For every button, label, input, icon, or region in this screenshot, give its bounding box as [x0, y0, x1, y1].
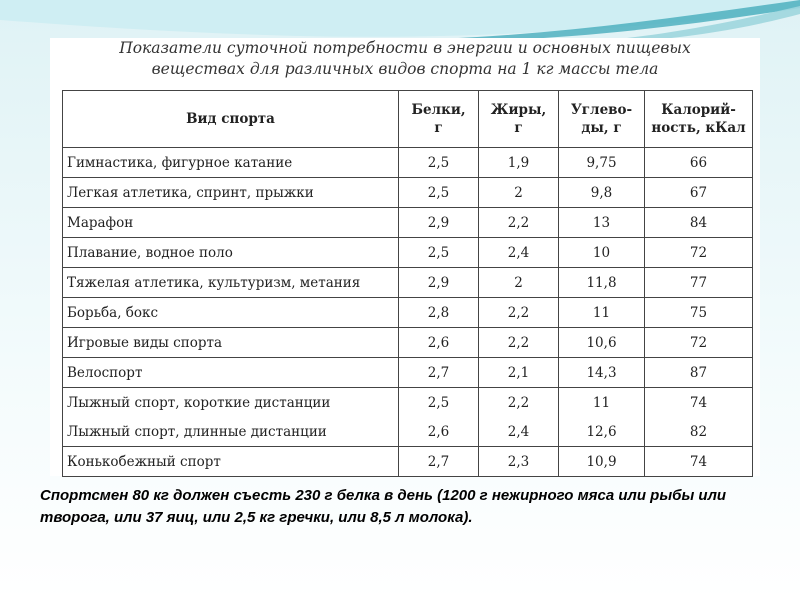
cell-protein: 2,6	[399, 328, 479, 358]
cell-calories: 66	[645, 148, 753, 178]
cell-calories: 67	[645, 178, 753, 208]
table-row	[63, 148, 753, 178]
cell-carbs: 11	[559, 388, 645, 418]
cell-fat: 2,2	[479, 298, 559, 328]
cell-calories: 77	[645, 268, 753, 298]
cell-sport: Лыжный спорт, короткие дистанции	[63, 388, 399, 418]
header-fat: Жиры, г	[479, 91, 559, 148]
cell-sport: Тяжелая атлетика, культуризм, метания	[63, 268, 399, 298]
table-row	[63, 238, 753, 268]
cell-protein: 2,8	[399, 298, 479, 328]
cell-fat: 2	[479, 268, 559, 298]
cell-calories: 75	[645, 298, 753, 328]
nutrition-table	[62, 90, 753, 477]
cell-sport: Плавание, водное поло	[63, 238, 399, 268]
cell-sport: Конькобежный спорт	[63, 447, 399, 477]
cell-fat: 2,2	[479, 388, 559, 418]
cell-sport: Гимнастика, фигурное катание	[63, 148, 399, 178]
cell-sport: Марафон	[63, 208, 399, 238]
protein-example-caption: Спортсмен 80 кг должен съесть 230 г белка в день (1200 г нежирного мяса или рыбы или творога, или 37 яиц, или 2,5 кг гречки, или 8,5 л молока).	[40, 487, 727, 526]
header-carbs: Углево- ды, г	[559, 91, 645, 148]
cell-carbs: 9,75	[559, 148, 645, 178]
cell-calories: 84	[645, 208, 753, 238]
title-line-2: веществах для различных видов спорта на 1 кг массы тела	[151, 60, 659, 78]
cell-calories: 82	[645, 417, 753, 447]
cell-carbs: 14,3	[559, 358, 645, 388]
cell-sport: Легкая атлетика, спринт, прыжки	[63, 178, 399, 208]
cell-protein: 2,9	[399, 268, 479, 298]
cell-carbs: 12,6	[559, 417, 645, 447]
header-calories: Калорий- ность, кКал	[645, 91, 753, 148]
cell-sport: Лыжный спорт, длинные дистанции	[63, 417, 399, 447]
cell-protein: 2,5	[399, 238, 479, 268]
cell-carbs: 9,8	[559, 178, 645, 208]
cell-fat: 2,1	[479, 358, 559, 388]
cell-fat: 2,2	[479, 328, 559, 358]
table-row	[63, 417, 753, 447]
table-row	[63, 447, 753, 477]
cell-fat: 2	[479, 178, 559, 208]
cell-calories: 74	[645, 447, 753, 477]
header-protein: Белки, г	[399, 91, 479, 148]
cell-sport: Велоспорт	[63, 358, 399, 388]
cell-protein: 2,5	[399, 148, 479, 178]
table-row	[63, 208, 753, 238]
table-header-row	[63, 91, 753, 148]
cell-sport: Борьба, бокс	[63, 298, 399, 328]
table-row	[63, 298, 753, 328]
cell-protein: 2,5	[399, 178, 479, 208]
document-title	[50, 38, 760, 86]
table-row	[63, 388, 753, 418]
cell-calories: 87	[645, 358, 753, 388]
cell-protein: 2,7	[399, 358, 479, 388]
cell-carbs: 11,8	[559, 268, 645, 298]
cell-fat: 2,2	[479, 208, 559, 238]
cell-fat: 2,3	[479, 447, 559, 477]
cell-protein: 2,9	[399, 208, 479, 238]
cell-calories: 72	[645, 328, 753, 358]
cell-calories: 72	[645, 238, 753, 268]
cell-carbs: 10,6	[559, 328, 645, 358]
cell-carbs: 10	[559, 238, 645, 268]
table-row	[63, 178, 753, 208]
cell-protein: 2,6	[399, 417, 479, 447]
table-row	[63, 268, 753, 298]
cell-carbs: 11	[559, 298, 645, 328]
cell-protein: 2,5	[399, 388, 479, 418]
cell-calories: 74	[645, 388, 753, 418]
cell-carbs: 13	[559, 208, 645, 238]
title-line-1: Показатели суточной потребности в энергии и основных пищевых	[119, 39, 691, 57]
cell-fat: 2,4	[479, 417, 559, 447]
table-row	[63, 358, 753, 388]
cell-sport: Игровые виды спорта	[63, 328, 399, 358]
cell-fat: 1,9	[479, 148, 559, 178]
header-sport: Вид спорта	[63, 91, 399, 148]
table-row	[63, 328, 753, 358]
cell-fat: 2,4	[479, 238, 559, 268]
cell-protein: 2,7	[399, 447, 479, 477]
cell-carbs: 10,9	[559, 447, 645, 477]
